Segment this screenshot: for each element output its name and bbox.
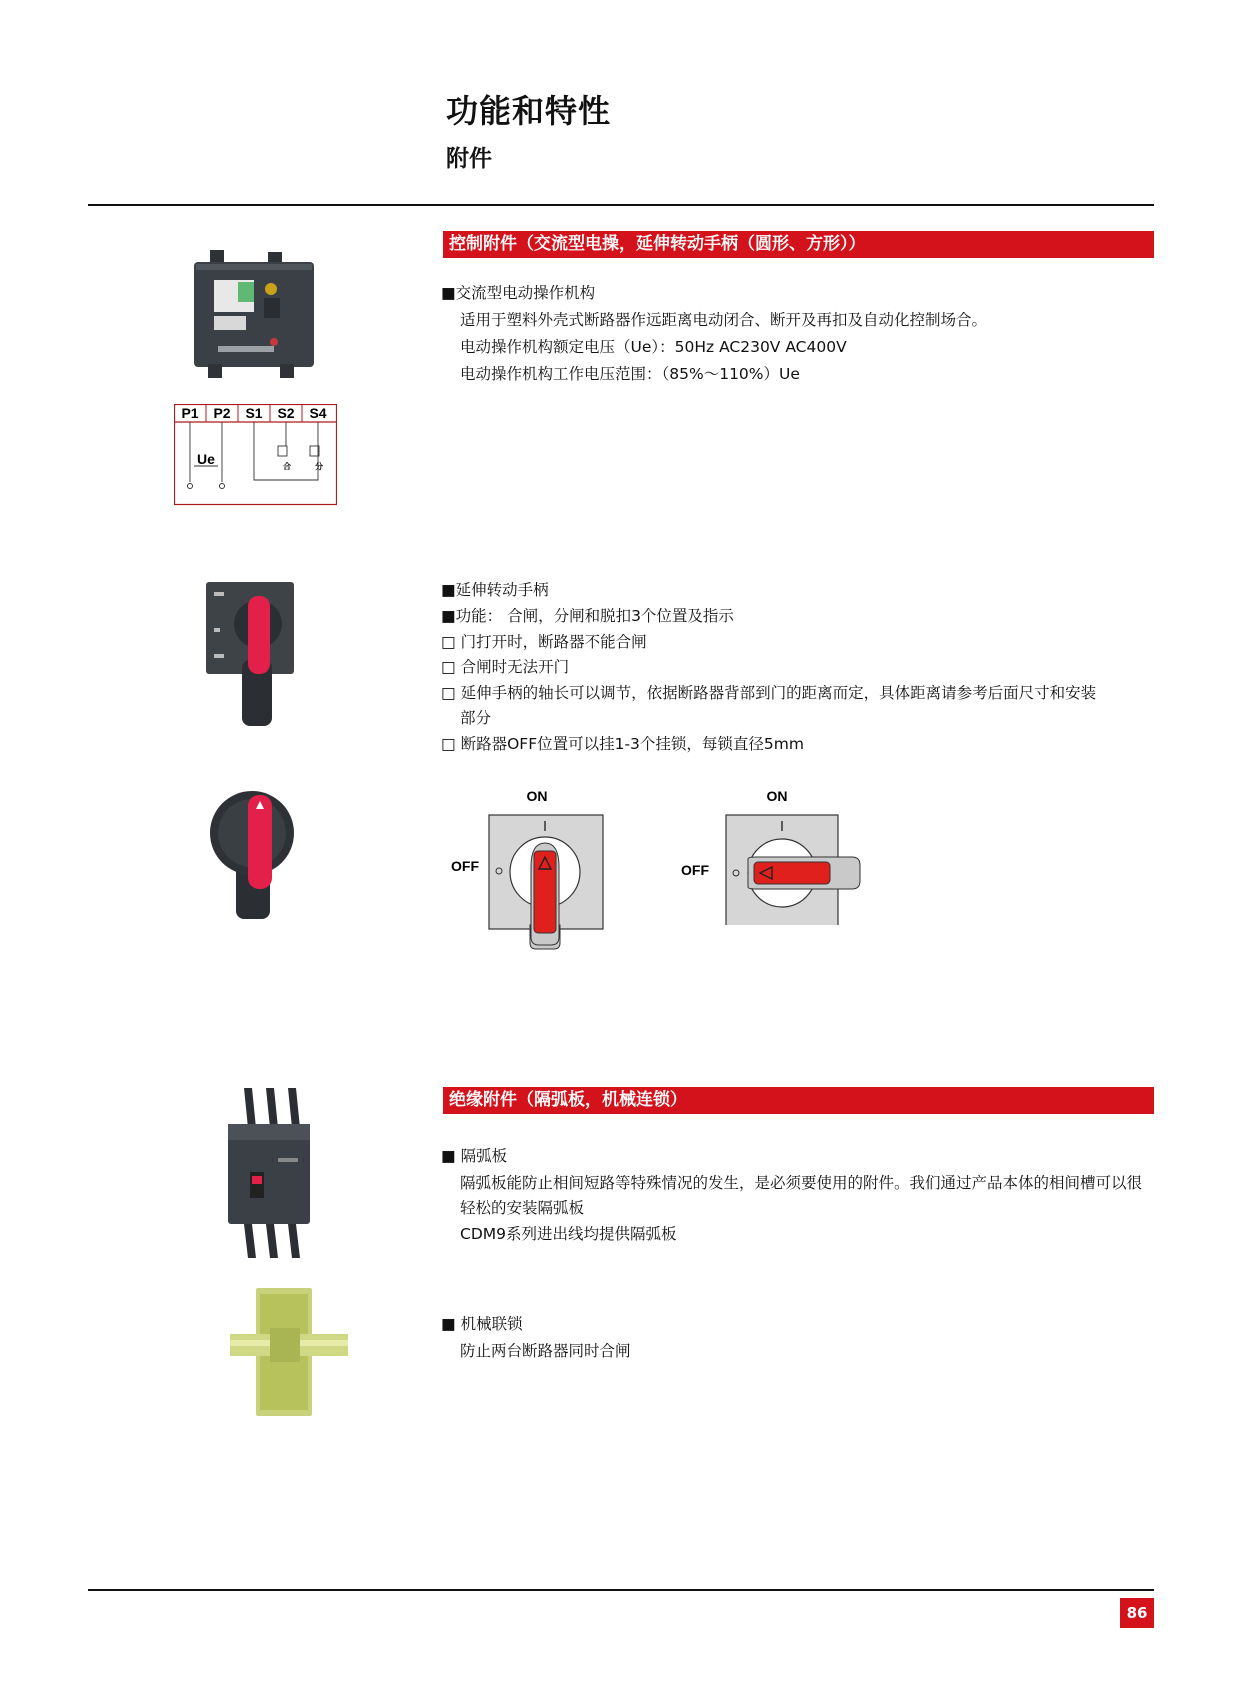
diagram-on-label: ON bbox=[526, 788, 548, 804]
motor-line-3: 电动操作机构工作电压范围：（85%～110%）Ue bbox=[460, 365, 800, 383]
footer-rule bbox=[88, 1589, 1154, 1591]
diagram2-off-label: OFF bbox=[681, 862, 709, 878]
section-bar-control-accessories: 控制附件（交流型电操，延伸转动手柄（圆形、方形）） bbox=[443, 231, 1154, 258]
page-number: 86 bbox=[1120, 1598, 1154, 1628]
phase-barrier-image bbox=[222, 1088, 322, 1260]
page-title: 功能和特性 bbox=[446, 92, 612, 130]
motor-operator-image bbox=[188, 250, 323, 380]
terminal-s4: S4 bbox=[309, 405, 327, 421]
ue-label: Ue bbox=[197, 451, 215, 467]
diagram-off-label: OFF bbox=[451, 858, 479, 874]
terminal-p2: P2 bbox=[213, 405, 231, 421]
barrier-paragraph: 隔弧板能防止相间短路等特殊情况的发生，是必须要使用的附件。我们通过产品本体的相间槽可以很轻松的安装隔弧板 bbox=[460, 1174, 1143, 1217]
handle-item-5-continued: 部分 bbox=[460, 709, 492, 727]
close-label: 合 bbox=[283, 462, 291, 471]
square-handle-image bbox=[204, 580, 298, 730]
motor-line-1: 适用于塑料外壳式断路器作远距离电动闭合、断开及再扣及自动化控制场合。 bbox=[460, 311, 988, 329]
terminal-s1: S1 bbox=[245, 405, 263, 421]
wiring-diagram bbox=[174, 404, 337, 506]
terminal-p1: P1 bbox=[181, 405, 199, 421]
interlock-heading: ■ 机械联锁 bbox=[441, 1315, 523, 1333]
round-handle-image bbox=[206, 783, 296, 923]
motor-heading: ■交流型电动操作机构 bbox=[441, 284, 596, 302]
motor-line-2: 电动操作机构额定电压（Ue）：50Hz AC230V AC400V bbox=[460, 338, 847, 356]
interlock-line: 防止两台断路器同时合闸 bbox=[460, 1342, 631, 1360]
handle-item-6: □ 断路器OFF位置可以挂1-3个挂锁，每锁直径5mm bbox=[441, 735, 804, 753]
barrier-line: CDM9系列进出线均提供隔弧板 bbox=[460, 1225, 677, 1243]
header-rule bbox=[88, 204, 1154, 206]
handle-diagram-on bbox=[446, 785, 616, 950]
terminal-s2: S2 bbox=[277, 405, 295, 421]
handle-item-5: □ 延伸手柄的轴长可以调节，依据断路器背部到门的距离而定，具体距离请参考后面尺寸和安装 bbox=[441, 684, 1097, 702]
handle-item-4: □ 合闸时无法开门 bbox=[441, 658, 570, 676]
section-bar-insulation-accessories: 绝缘附件（隔弧板，机械连锁） bbox=[443, 1087, 1154, 1114]
open-label: 分 bbox=[315, 462, 323, 471]
handle-item-3: □ 门打开时，断路器不能合闸 bbox=[441, 633, 647, 651]
page-subtitle: 附件 bbox=[446, 146, 492, 172]
diagram2-on-label: ON bbox=[766, 788, 788, 804]
barrier-heading: ■ 隔弧板 bbox=[441, 1147, 508, 1165]
handle-item-1: ■延伸转动手柄 bbox=[441, 581, 549, 599]
handle-item-2: ■功能： 合闸，分闸和脱扣3个位置及指示 bbox=[441, 607, 734, 625]
handle-diagram-off bbox=[676, 785, 866, 925]
mechanical-interlock-image bbox=[230, 1288, 350, 1418]
